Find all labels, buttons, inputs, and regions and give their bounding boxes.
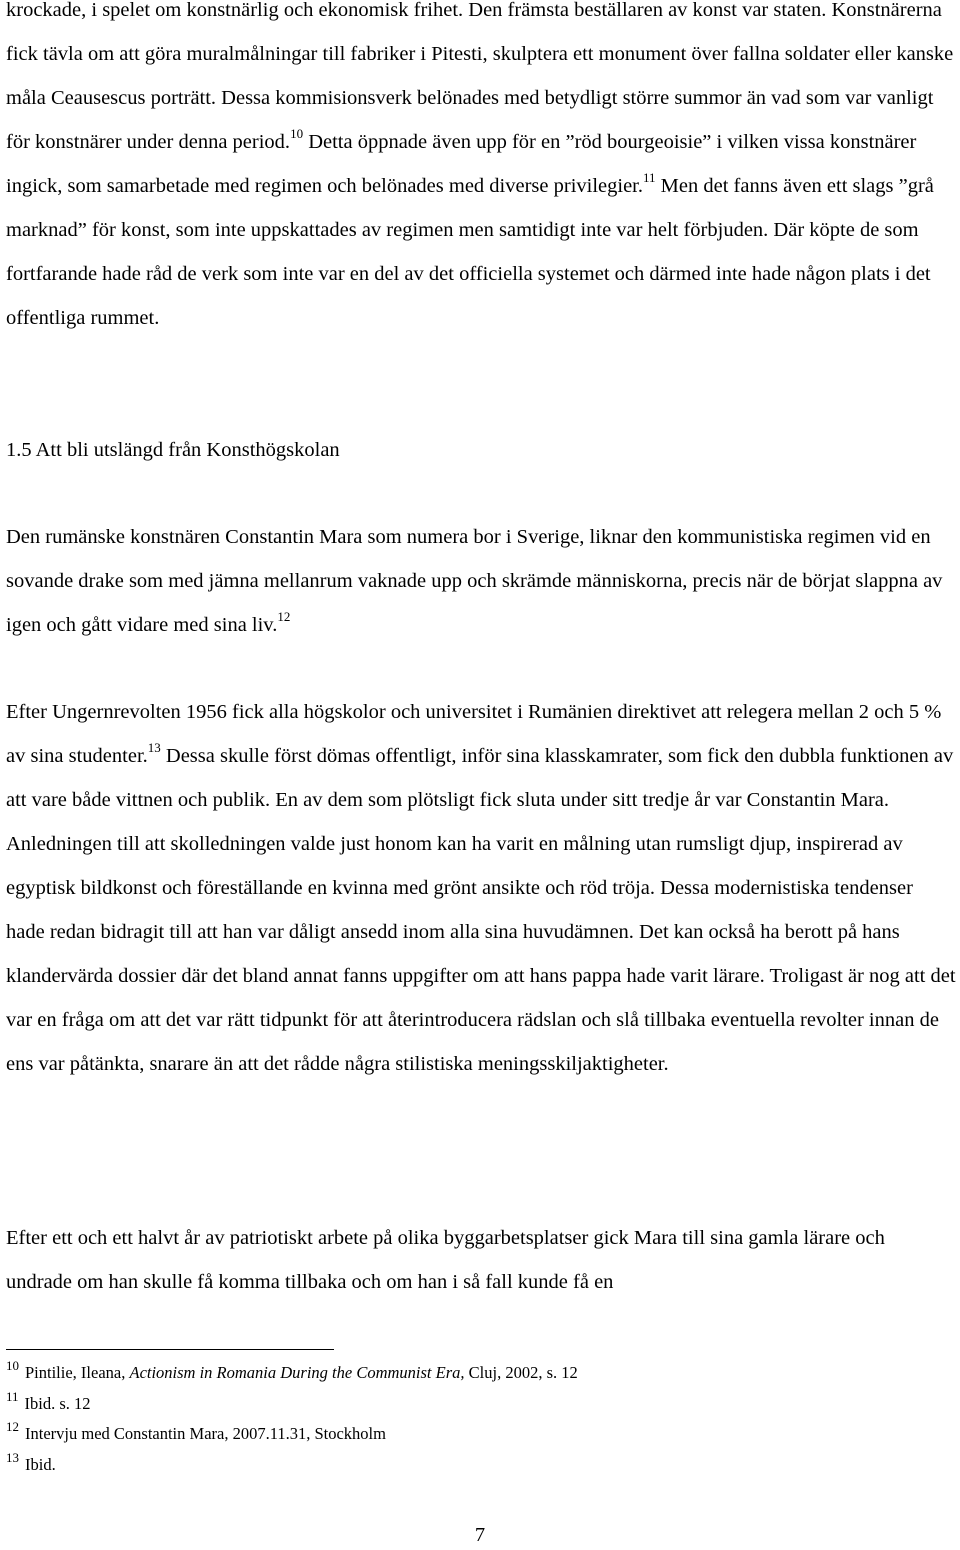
footnote-ref: 13 xyxy=(147,740,161,756)
paragraph-text: Detta öppnade även upp för en ”röd bourgeoisie” i vilken vissa konstnärer ingick, som samarbetade med regimen och belönades med diverse privilegier. xyxy=(6,131,917,197)
paragraph-text: Efter ett och ett halvt år av patriotiskt arbete på olika byggarbetsplatser gick Mara till sina gamla lärare och undrade om han skulle få komma tillbaka och om han i så fall kunde få en xyxy=(6,1227,885,1293)
footnote-text: Intervju med Constantin Mara, 2007.11.31, Stockholm xyxy=(25,1424,386,1443)
body-paragraph-4 xyxy=(6,1216,956,1304)
footnote-11 xyxy=(6,1389,906,1420)
footnote-ref: 11 xyxy=(643,170,656,186)
footnote-text-end: Cluj, 2002, s. 12 xyxy=(464,1363,578,1382)
footnote-text: Ibid. xyxy=(25,1454,56,1474)
footnote-12 xyxy=(6,1419,906,1450)
footnote-text: Pintilie, Ileana, xyxy=(25,1363,130,1382)
footnote-number: 10 xyxy=(6,1358,19,1373)
footnote-ref: 12 xyxy=(277,609,291,625)
section-heading: 1.5 Att bli utslängd från Konsthögskolan xyxy=(6,439,340,461)
page-number: 7 xyxy=(474,1524,486,1546)
footnote-separator xyxy=(6,1349,334,1350)
footnotes xyxy=(6,1358,906,1480)
footnote-number: 12 xyxy=(6,1419,19,1434)
footnote-title: Actionism in Romania During the Communist Era, xyxy=(129,1363,465,1382)
footnote-13 xyxy=(6,1450,906,1481)
body-paragraph-1 xyxy=(6,0,956,340)
paragraph-text: Den rumänske konstnären Constantin Mara som numera bor i Sverige, liknar den kommunistiska regimen vid en sovande drake som med jämna mellanrum vaknade upp och skrämde människorna, precis när de börjat slappna av igen och gått vidare med sina liv. xyxy=(6,526,943,636)
footnote-10 xyxy=(6,1358,906,1389)
paragraph-text: krockade, i spelet om konstnärlig och ekonomisk frihet. Den främsta beställaren av konst var staten. Konstnärerna fick tävla om att göra muralmålningar till fabriker i Pitesti, skulptera ett monument över fallna soldater eller kanske måla Ceausescus porträtt. Dessa kommisionsverk belönades med betydligt större summor än vad som var vanligt för konstnärer under denna period. xyxy=(6,0,954,153)
body-paragraph-2 xyxy=(6,515,956,647)
paragraph-text: Efter Ungernrevolten 1956 fick alla högskolor och universitet i Rumänien direktivet att relegera mellan 2 och 5 % av sina studenter. xyxy=(6,701,942,767)
footnote-number: 11 xyxy=(6,1388,19,1404)
paragraph-text: Men det fanns även ett slags ”grå marknad” för konst, som inte uppskattades av regimen men samtidigt inte var helt förbjuden. Där köpte de som fortfarande hade råd de verk som inte var en del av det officiella systemet och därmed inte hade någon plats i det offentliga rummet. xyxy=(6,175,934,329)
footnote-number: 13 xyxy=(6,1449,19,1465)
body-paragraph-3 xyxy=(6,690,956,1086)
footnote-text: Ibid. s. 12 xyxy=(24,1393,91,1413)
footnote-ref: 10 xyxy=(290,126,304,142)
paragraph-text: Dessa skulle först dömas offentligt, inför sina klasskamrater, som fick den dubbla funktionen av att vare både vittnen och publik. En av dem som plötsligt fick sluta under sitt tredje år var Constantin Mara. Anledningen till att skolledningen valde just honom kan ha varit en målning utan rumsligt djup, inspirerad av egyptisk bildkonst och föreställande en kvinna med grönt ansikte och röd tröja. Dessa modernistiska tendenser hade redan bidragit till att han var dåligt ansedd inom alla sina huvudämnen. Det kan också ha berott på hans klandervärda dossier där det bland annat fanns uppgifter om att hans pappa hade varit lärare. Troligast är nog att det var en fråga om att det var rätt tidpunkt för att återintroducera rädslan och slå tillbaka eventuella revolter innan de ens var påtänkta, snarare än att det rådde några stilistiska meningsskiljaktigheter. xyxy=(6,745,956,1075)
